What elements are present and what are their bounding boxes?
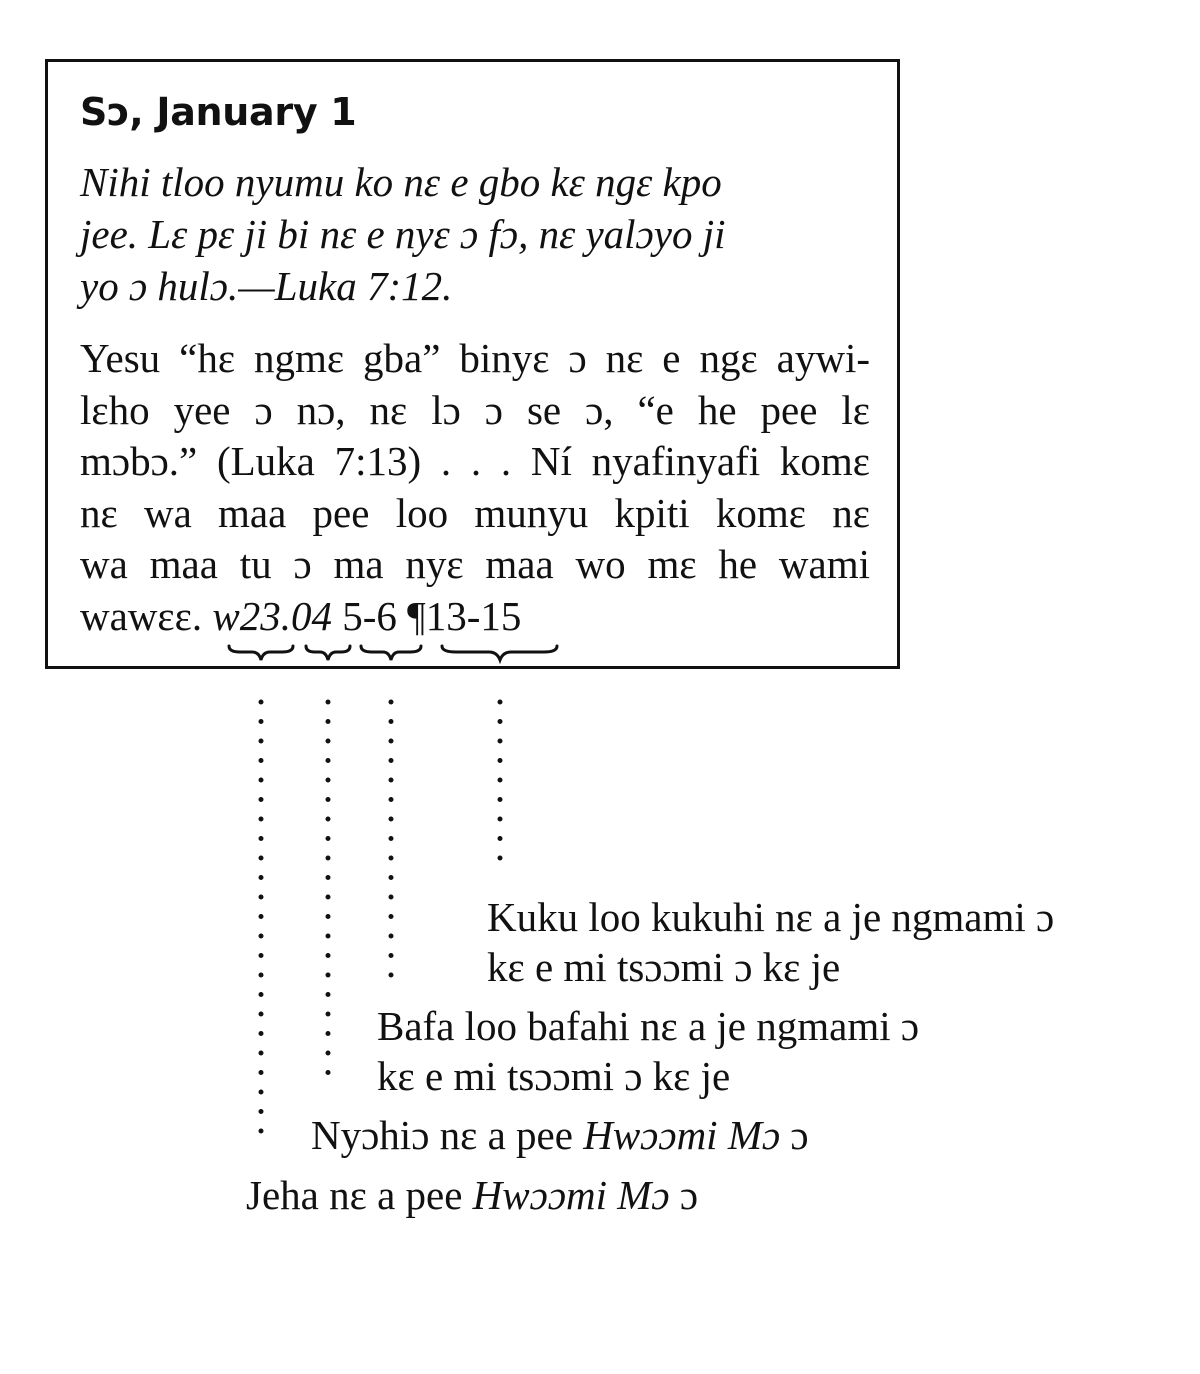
issue-label — [311, 1110, 809, 1160]
date-heading: Sɔ, January 1 — [80, 90, 357, 134]
scripture-line: jee. Lɛ pɛ ji bi nɛ e nyɛ ɔ fɔ, nɛ yalɔyo ji — [80, 211, 726, 257]
brace-publication-issue — [306, 646, 350, 660]
comment-line: mɔbɔ.” (Luka 7:13) . . . Ní nyafinyafi komɛ — [80, 438, 870, 484]
label-line: Bafa loo bafahi nɛ a je ngmami ɔ — [377, 1003, 920, 1049]
year-label — [246, 1170, 698, 1220]
comment-line: nɛ wa maa pee loo munyu kpiti komɛ nɛ — [80, 489, 870, 536]
page-label — [377, 1001, 919, 1101]
year-label-title: Hwɔɔmi Mɔ — [472, 1172, 670, 1218]
brace-publication-year — [229, 646, 293, 660]
label-line: Kuku loo kukuhi nɛ a je ngmami ɔ — [487, 894, 1055, 940]
year-label-end: ɔ — [669, 1172, 699, 1218]
comment-last-words: wawɛɛ. — [80, 592, 203, 639]
scripture-line: Nihi tloo nyumu ko nɛ e gbo kɛ ngɛ kpo — [80, 159, 722, 205]
paragraph-label — [487, 892, 1054, 992]
reference-paragraphs: ¶13-15 — [407, 592, 522, 639]
comment-line: lɛho yee ɔ nɔ, nɛ lɔ ɔ se ɔ, “e he pee lɛ — [80, 386, 870, 433]
scripture-line: yo ɔ hulɔ.—Luka 7:12. — [80, 263, 453, 309]
comment-line: wa maa tu ɔ ma nyɛ maa wo mɛ he wami — [80, 541, 870, 587]
brace-paragraphs — [442, 646, 557, 660]
issue-label-end: ɔ — [780, 1112, 809, 1158]
issue-label-text: Nyɔhiɔ nɛ a pee — [311, 1112, 584, 1158]
reference-pages: 5-6 — [342, 592, 397, 639]
brace-pages — [361, 646, 421, 660]
issue-label-title: Hwɔɔmi Mɔ — [583, 1112, 781, 1158]
label-line: kɛ e mi tsɔɔmi ɔ kɛ je — [377, 1053, 731, 1099]
comment-line: Yesu “hɛ ngmɛ gba” binyɛ ɔ nɛ e ngɛ aywi- — [80, 335, 870, 381]
label-line: kɛ e mi tsɔɔmi ɔ kɛ je — [487, 944, 841, 990]
year-label-text: Jeha nɛ a pee — [246, 1172, 473, 1218]
reference-publication: w23.04 — [212, 592, 332, 639]
